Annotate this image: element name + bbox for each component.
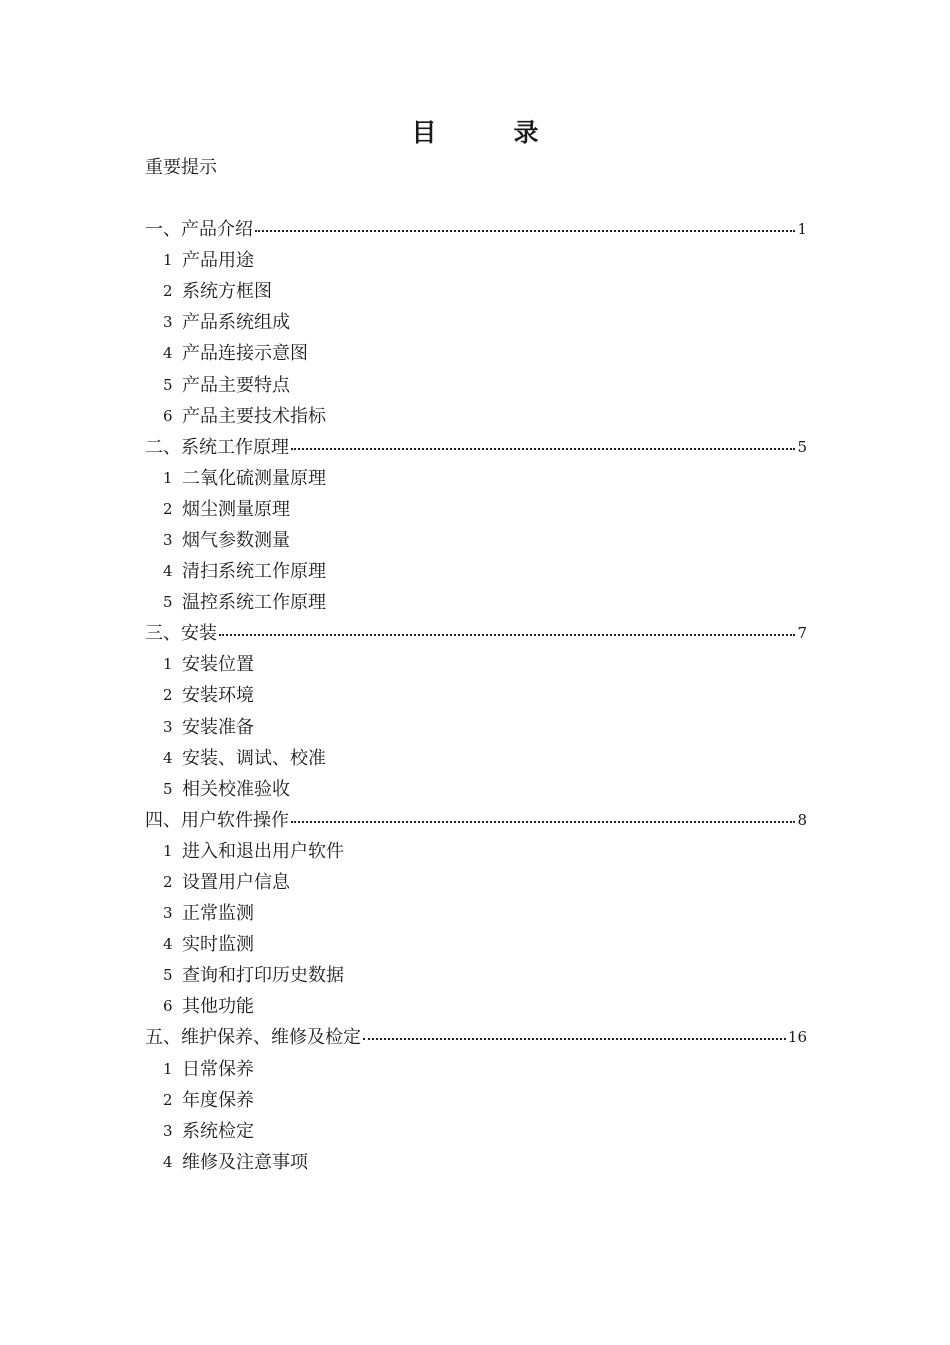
toc-item-label: 产品系统组成 — [182, 312, 290, 334]
toc-item-row[interactable] — [145, 556, 807, 587]
toc-item-row[interactable] — [145, 649, 807, 680]
toc-item-number: 2 — [163, 499, 173, 518]
toc-item-row[interactable] — [145, 680, 807, 711]
toc-item-label: 烟尘测量原理 — [182, 498, 290, 520]
toc-item-label: 进入和退出用户软件 — [182, 840, 344, 862]
toc-item-number: 4 — [163, 344, 173, 363]
toc-item-number: 1 — [163, 841, 173, 860]
toc-item-label: 系统方框图 — [182, 281, 272, 303]
toc-item-number: 6 — [163, 997, 173, 1016]
toc-item-row[interactable] — [145, 401, 807, 432]
toc-item-row[interactable] — [145, 276, 807, 307]
toc-item-row[interactable] — [145, 1054, 807, 1085]
dot-leader — [291, 432, 795, 463]
toc-item-row[interactable] — [145, 245, 807, 276]
toc-item-row[interactable] — [145, 338, 807, 369]
toc-item-label: 设置用户信息 — [182, 872, 290, 894]
toc-item-label: 烟气参数测量 — [182, 529, 290, 551]
toc-item-label: 产品用途 — [182, 250, 254, 272]
toc-item-number: 5 — [163, 779, 173, 798]
table-of-contents — [145, 214, 807, 1178]
toc-item-label: 温控系统工作原理 — [182, 592, 326, 614]
toc-item-row[interactable] — [145, 960, 807, 991]
dot-leader — [255, 214, 795, 245]
toc-item-row[interactable] — [145, 525, 807, 556]
toc-item-label: 年度保养 — [182, 1089, 254, 1111]
toc-item-label: 二氧化硫测量原理 — [182, 467, 326, 489]
toc-page-number: 16 — [787, 1028, 807, 1047]
toc-item-row[interactable] — [145, 307, 807, 338]
toc-item-row[interactable] — [145, 494, 807, 525]
toc-page-number: 8 — [797, 810, 807, 829]
toc-item-number: 1 — [163, 468, 173, 487]
toc-item-label: 维修及注意事项 — [182, 1151, 308, 1173]
page-title: 目 录 — [411, 118, 565, 147]
toc-item-row[interactable] — [145, 836, 807, 867]
toc-item-label: 安装准备 — [182, 716, 254, 738]
toc-section-row[interactable] — [145, 618, 807, 649]
toc-item-label: 实时监测 — [182, 934, 254, 956]
toc-item-label: 产品主要技术指标 — [182, 405, 326, 427]
toc-section-label: 三、安装 — [145, 623, 217, 645]
toc-item-number: 5 — [163, 375, 173, 394]
toc-item-label: 查询和打印历史数据 — [182, 965, 344, 987]
toc-item-row[interactable] — [145, 587, 807, 618]
toc-item-row[interactable] — [145, 1116, 807, 1147]
toc-item-number: 4 — [163, 1152, 173, 1171]
toc-section-row[interactable] — [145, 214, 807, 245]
toc-item-label: 产品主要特点 — [182, 374, 290, 396]
toc-item-number: 2 — [163, 686, 173, 705]
toc-item-row[interactable] — [145, 1147, 807, 1178]
toc-page-number: 7 — [797, 624, 807, 643]
toc-item-number: 4 — [163, 935, 173, 954]
toc-section-row[interactable] — [145, 1022, 807, 1053]
toc-item-row[interactable] — [145, 743, 807, 774]
toc-item-number: 2 — [163, 1090, 173, 1109]
toc-page-number: 5 — [797, 437, 807, 456]
toc-item-row[interactable] — [145, 898, 807, 929]
toc-item-number: 6 — [163, 406, 173, 425]
toc-section-label: 一、产品介绍 — [145, 219, 253, 241]
toc-item-label: 安装位置 — [182, 654, 254, 676]
toc-item-label: 正常监测 — [182, 903, 254, 925]
toc-item-row[interactable] — [145, 929, 807, 960]
toc-section-row[interactable] — [145, 805, 807, 836]
dot-leader — [291, 805, 795, 836]
toc-item-label: 系统检定 — [182, 1120, 254, 1142]
toc-item-label: 安装环境 — [182, 685, 254, 707]
dot-leader — [363, 1022, 786, 1053]
toc-item-label: 安装、调试、校准 — [182, 747, 326, 769]
toc-page-number: 1 — [797, 220, 807, 239]
toc-item-label: 产品连接示意图 — [182, 343, 308, 365]
toc-item-number: 4 — [163, 562, 173, 581]
toc-section-row[interactable] — [145, 432, 807, 463]
toc-section-label: 四、用户软件操作 — [145, 809, 289, 831]
toc-item-number: 3 — [163, 717, 173, 736]
toc-item-number: 3 — [163, 530, 173, 549]
toc-item-number: 3 — [163, 904, 173, 923]
toc-item-number: 5 — [163, 593, 173, 612]
toc-item-row[interactable] — [145, 712, 807, 743]
toc-item-row[interactable] — [145, 369, 807, 400]
toc-item-number: 4 — [163, 748, 173, 767]
toc-item-row[interactable] — [145, 1085, 807, 1116]
toc-item-number: 3 — [163, 1121, 173, 1140]
toc-item-label: 日常保养 — [182, 1058, 254, 1080]
toc-item-number: 2 — [163, 873, 173, 892]
important-notice-entry[interactable]: 重要提示 — [145, 157, 217, 178]
toc-item-row[interactable] — [145, 774, 807, 805]
toc-item-row[interactable] — [145, 991, 807, 1022]
toc-item-number: 5 — [163, 966, 173, 985]
toc-item-label: 清扫系统工作原理 — [182, 561, 326, 583]
toc-section-label: 五、维护保养、维修及检定 — [145, 1027, 361, 1049]
toc-item-label: 其他功能 — [182, 996, 254, 1018]
toc-item-number: 1 — [163, 251, 173, 270]
toc-item-number: 3 — [163, 313, 173, 332]
dot-leader — [219, 618, 795, 649]
toc-item-row[interactable] — [145, 867, 807, 898]
toc-item-row[interactable] — [145, 463, 807, 494]
toc-item-label: 相关校准验收 — [182, 778, 290, 800]
toc-item-number: 1 — [163, 1059, 173, 1078]
toc-item-number: 2 — [163, 282, 173, 301]
toc-item-number: 1 — [163, 655, 173, 674]
toc-section-label: 二、系统工作原理 — [145, 436, 289, 458]
